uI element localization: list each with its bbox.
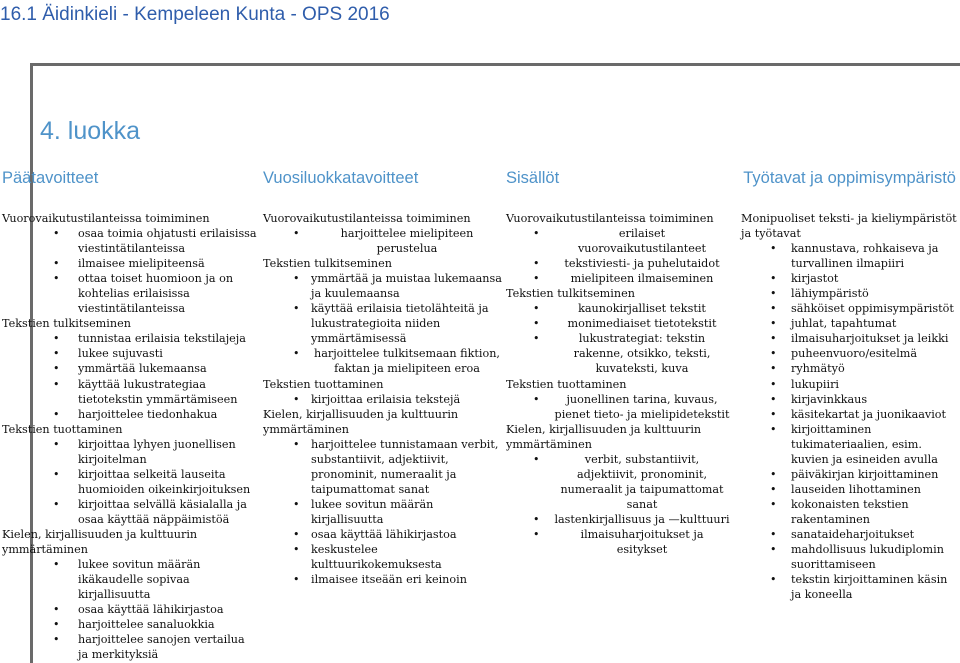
list-item: • sähköiset oppimisympäristöt [741, 301, 960, 316]
list-item: • mahdollisuus lukudiplomin suorittamiseen [741, 542, 960, 572]
section-heading: Vuorovaikutustilanteissa toimiminen [263, 212, 471, 225]
column-methods [741, 211, 960, 602]
section-heading-cont: ymmärtäminen [2, 543, 88, 557]
document-title: 16.1 Äidinkieli - Kempeleen Kunta - OPS 2016 [0, 4, 390, 25]
list-item: • lukee sovitun määrän ikäkaudelle sopivaa kirjallisuutta [2, 557, 257, 602]
list-item: • monimediaiset tietotekstit [506, 316, 734, 331]
section-heading: Vuorovaikutustilanteissa toimiminen [506, 212, 714, 225]
list-item: • verbit, substantiivit, adjektiivit, pronominit, numeraalit ja taipumattomat sanat [506, 452, 734, 512]
section-heading-cont: ymmärtäminen [506, 437, 592, 451]
column-intro: Monipuoliset teksti- ja kieliympäristöt ja työtavat [741, 212, 957, 241]
list-item: • ilmaisuharjoitukset ja leikki [741, 331, 960, 346]
list-item: • kirjastot [741, 271, 960, 286]
header-methods: Työtavat ja oppimisympäristö [743, 169, 956, 187]
section-heading: Tekstien tuottaminen [506, 377, 627, 391]
list-item: • osaa käyttää lähikirjastoa [263, 527, 503, 542]
list-item: • harjoittelee tulkitsemaan fiktion, faktan ja mielipiteen eroa [263, 346, 503, 376]
list-item: • lähiympäristö [741, 286, 960, 301]
section-heading-cont: ymmärtäminen [263, 422, 349, 436]
list-item: • kirjoittaa lyhyen juonellisen kirjoitelman [2, 437, 257, 467]
section-heading: Kielen, kirjallisuuden ja kulttuurin [506, 422, 702, 436]
list-item: • harjoittelee sanaluokkia [2, 617, 257, 632]
list-item: • lukustrategiat: tekstin rakenne, otsikko, teksti, kuvateksti, kuva [506, 331, 734, 376]
section-heading: Kielen, kirjallisuuden ja kulttuurin [263, 407, 459, 421]
list-item: • kaunokirjalliset tekstit [506, 301, 734, 316]
list-item: • juonellinen tarina, kuvaus, pienet tieto- ja mielipidetekstit [506, 392, 734, 422]
section-heading: Tekstien tulkitseminen [263, 257, 392, 271]
list-item: • harjoittelee mielipiteen perustelua [263, 226, 503, 256]
list-item: • kannustava, rohkaiseva ja turvallinen ilmapiiri [741, 241, 960, 271]
list-item: • tekstin kirjoittaminen käsin ja koneella [741, 572, 960, 602]
list-item: • lastenkirjallisuus ja —kulttuuri [506, 512, 734, 527]
list-item: • kirjavinkkaus [741, 392, 960, 407]
list-item: • sanataideharjoitukset [741, 527, 960, 542]
list-item: • erilaiset vuorovaikutustilanteet [506, 226, 734, 256]
list-item: • ilmaisee itseään eri keinoin [263, 572, 503, 587]
list-item: • tunnistaa erilaisia tekstilajeja [2, 331, 257, 346]
header-main-goals: Päätavoitteet [2, 169, 99, 187]
list-item: • tekstiviesti- ja puhelutaidot [506, 256, 734, 271]
section-heading: Tekstien tuottaminen [2, 422, 123, 436]
list-item: • mielipiteen ilmaiseminen [506, 271, 734, 286]
list-item: • käyttää lukustrategiaa tietotekstin ymmärtämiseen [2, 377, 257, 407]
section-heading: Tekstien tulkitseminen [506, 287, 635, 301]
header-grade-goals: Vuosiluokkatavoitteet [263, 169, 419, 187]
list-item: • ottaa toiset huomioon ja on kohtelias erilaisissa viestintätilanteissa [2, 271, 257, 316]
section-heading: Vuorovaikutustilanteissa toimiminen [2, 212, 210, 225]
list-item: • harjoittelee tunnistamaan verbit, substantiivit, adjektiivit, pronominit, numeraalit ja taipumattomat sanat [263, 437, 503, 497]
list-item: • käyttää erilaisia tietolähteitä ja lukustrategioita niiden ymmärtämisessä [263, 301, 503, 346]
section-heading: Kielen, kirjallisuuden ja kulttuurin [2, 527, 198, 541]
list-item: • ilmaisee mielipiteensä [2, 256, 257, 271]
list-item: • harjoittelee sanojen vertailua ja merkityksiä [2, 632, 257, 662]
list-item: • keskustelee kulttuurikokemuksesta [263, 542, 503, 572]
grade-heading: 4. luokka [40, 117, 141, 145]
list-item: • ymmärtää lukemaansa [2, 361, 257, 376]
list-item: • harjoittelee tiedonhakua [2, 407, 257, 422]
column-main-goals [2, 211, 257, 662]
list-item: • osaa käyttää lähikirjastoa [2, 602, 257, 617]
list-item: • kirjoittaa selkeitä lauseita huomioiden oikeinkirjoituksen [2, 467, 257, 497]
column-grade-goals [263, 211, 503, 587]
list-item: • lukee sovitun määrän kirjallisuutta [263, 497, 503, 527]
list-item: • käsitekartat ja juonikaaviot [741, 407, 960, 422]
column-contents [506, 211, 734, 557]
section-heading: Tekstien tuottaminen [263, 377, 384, 391]
list-item: • kirjoittaminen tukimateriaalien, esim. kuvien ja esineiden avulla [741, 422, 960, 467]
list-item: • lauseiden lihottaminen [741, 482, 960, 497]
list-item: • ryhmätyö [741, 361, 960, 376]
list-item: • lukee sujuvasti [2, 346, 257, 361]
list-item: • puheenvuoro/esitelmä [741, 346, 960, 361]
list-item: • lukupiiri [741, 377, 960, 392]
list-item: • kokonaisten tekstien rakentaminen [741, 497, 960, 527]
list-item: • ilmaisuharjoitukset ja esitykset [506, 527, 734, 557]
list-item: • juhlat, tapahtumat [741, 316, 960, 331]
list-item: • kirjoittaa erilaisia tekstejä [263, 392, 503, 407]
list-item: • ymmärtää ja muistaa lukemaansa ja kuulemaansa [263, 271, 503, 301]
list-item: • kirjoittaa selvällä käsialalla ja osaa käyttää näppäimistöä [2, 497, 257, 527]
section-heading: Tekstien tulkitseminen [2, 317, 131, 331]
header-contents: Sisällöt [506, 169, 560, 187]
list-item: • osaa toimia ohjatusti erilaisissa viestintätilanteissa [2, 226, 257, 256]
list-item: • päiväkirjan kirjoittaminen [741, 467, 960, 482]
